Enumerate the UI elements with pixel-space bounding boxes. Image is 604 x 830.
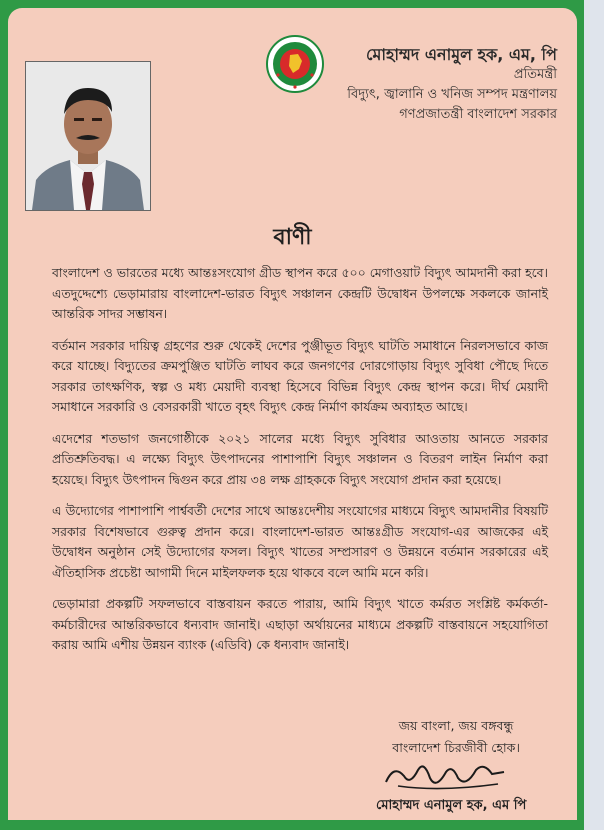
- handwritten-signature: [380, 756, 510, 796]
- closing-block: [392, 715, 520, 759]
- message-card: [8, 8, 577, 820]
- designation: প্রতিমন্ত্রী: [513, 67, 557, 82]
- paragraph-4: এ উদ্যোগের পাশাপাশি পার্শ্ববর্তী দেশের সাথে আন্তঃদেশীয় সংযোগের মাধ্যমে বিদ্যুৎ আমদানীর বিষয়টি সরকার বিশেষভাবে গুরুত্ব প্রদান করে। বাংলাদেশ-ভারত আন্তঃগ্রীড সংযোগ-এর আজকের এই উদ্বোধন অনুষ্ঠান সেই উদ্যোগের ফসল। বিদ্যুৎ খাতের সম্প্রসারণ ও উন্নয়নে বর্তমান সরকারের এই ঐতিহাসিক প্রচেষ্টা আগামী দিনে মাইলফলক হয়ে থাকবে বলে আমি মনে করি।: [52, 503, 548, 580]
- closing-slogan: জয় বাংলা, জয় বঙ্গবন্ধু: [398, 718, 514, 733]
- footer-name: মোহাম্মদ এনামুল হক, এম পি: [376, 798, 527, 813]
- message-body: [52, 263, 548, 667]
- ministry-name: বিদ্যুৎ, জ্বালানি ও খনিজ সম্পদ মন্ত্রণালয়: [347, 87, 557, 102]
- paragraph-2: বর্তমান সরকার দায়িত্ব গ্রহণের শুরু থেকেই দেশের পুঞ্জীভূত বিদ্যুৎ ঘাটতি সমাধানে নিরলসভাবে কাজ করে যাচ্ছে। বিদ্যুতের ক্রমপুঞ্জিত ঘাটতি লাঘব করে জনগণের দোরগোড়ায় বিদ্যুৎ সুবিধা পৌছে দিতে সরকার তাৎক্ষণিক, স্বল্প ও মধ্য মেয়াদী ব্যবস্থা হিসেবে বিভিন্ন বিদ্যুৎ কেন্দ্র স্থাপন করে। দীর্ঘ মেয়াদী সমাধানে সরকারি ও বেসরকারী খাতে বৃহৎ বিদ্যুৎ কেন্দ্র নির্মাণ কার্যক্রম অব্যাহত আছে।: [52, 337, 548, 414]
- government-name: গণপ্রজাতন্ত্রী বাংলাদেশ সরকার: [399, 107, 557, 122]
- closing-wish: বাংলাদেশ চিরজীবী হোক।: [392, 740, 520, 755]
- minister-portrait: [25, 61, 151, 211]
- minister-header: [297, 45, 557, 125]
- paragraph-3: এদেশের শতভাগ জনগোষ্ঠীকে ২০২১ সালের মধ্যে বিদ্যুৎ সুবিধার আওতায় আনতে সরকার প্রতিশ্রুতিবদ্ধ। এ লক্ষ্যে বিদ্যুৎ উৎপাদনের পাশাপাশি বিদ্যুৎ সঞ্চালন ও বিতরণ লাইন নির্মাণ করা হয়েছে। বিদ্যুৎ উৎপাদন দ্বিগুন করে প্রায় ৩৪ লক্ষ গ্রাহককে বিদ্যুৎ সংযোগ প্রদান করা হয়েছে।: [52, 430, 548, 487]
- message-title: বাণী: [273, 225, 312, 250]
- paragraph-5: ভেড়ামারা প্রকল্পটি সফলভাবে বাস্তবায়ন করতে পারায়, আমি বিদ্যুৎ খাতে কর্মরত সংশ্লিষ্ট কর্মকর্তা-কর্মচারীদের আন্তরিকভাবে ধন্যবাদ জানাই। এছাড়া অর্থায়নের মাধ্যমে প্রকল্পটি বাস্তবায়নে সহযোগিতা করায় আমি এশীয় উন্নয়ন ব্যাংক (এডিবি) কে ধন্যবাদ জানাই।: [52, 596, 548, 652]
- minister-name: মোহাম্মদ এনামুল হক, এম, পি: [365, 45, 557, 64]
- paragraph-1: বাংলাদেশ ও ভারতের মধ্যে আন্তঃসংযোগ গ্রীড স্থাপন করে ৫০০ মেগাওয়াট বিদ্যুৎ আমদানী করা হবে। এতদুদ্দেশ্যে ভেড়ামারায় বাংলাদেশ-ভারত বিদ্যুৎ সঞ্চালন কেন্দ্রটি উদ্বোধন উপলক্ষে সকলকে জানাই আন্তরিক সাদর সম্ভাষন।: [52, 265, 548, 321]
- portrait-image: [26, 62, 150, 210]
